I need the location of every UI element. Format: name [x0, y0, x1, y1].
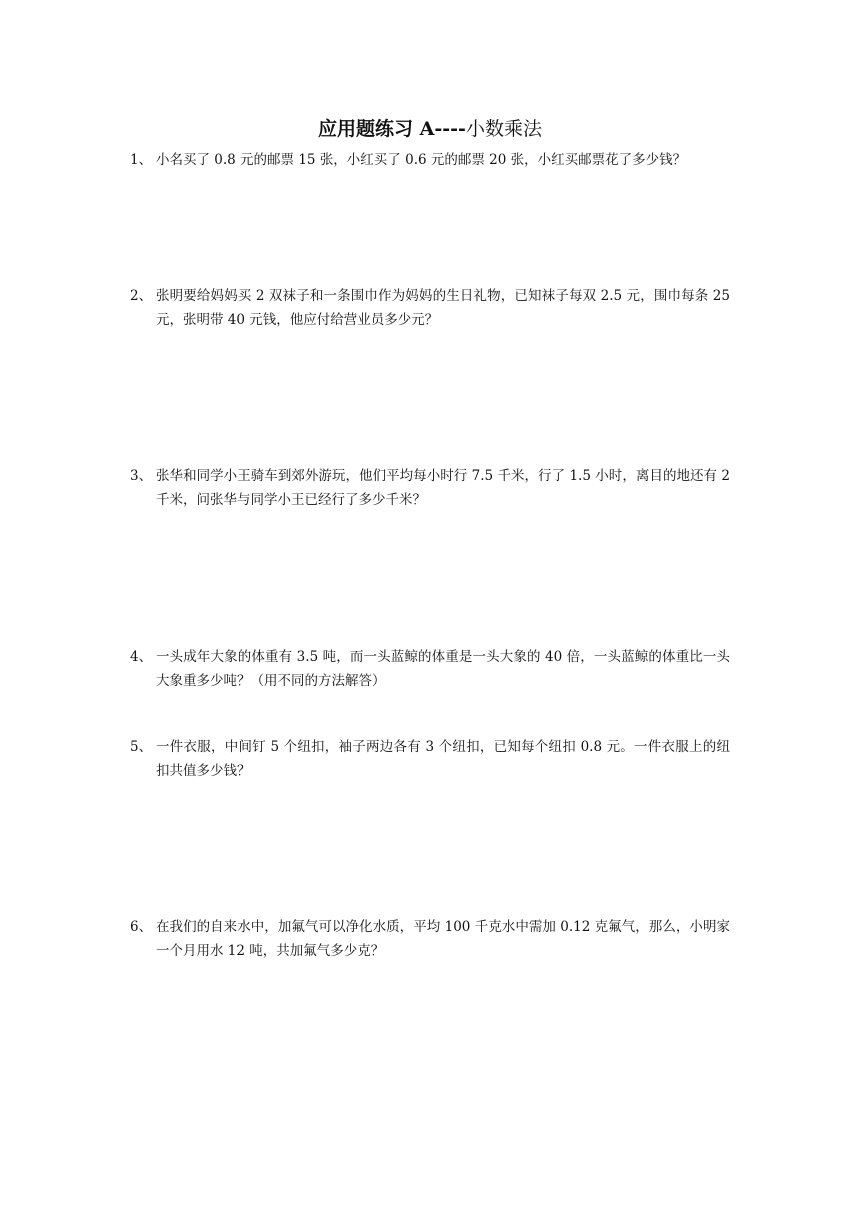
question-number: 2、 [130, 288, 153, 304]
question-text: 张华和同学小王骑车到郊外游玩，他们平均每小时行 7.5 千米，行了 1.5 小时，离目的地还有 2 千米，问张华与同学小王已经行了多少千米？ [156, 468, 730, 508]
question-number: 4、 [130, 649, 153, 665]
title-bold-part: 应用题练习 A---- [318, 118, 466, 140]
question-6 [130, 915, 730, 963]
question-2 [130, 284, 730, 332]
question-4 [130, 645, 730, 693]
question-5 [130, 735, 730, 783]
question-number: 1、 [130, 152, 153, 168]
title-topic: 小数乘法 [465, 118, 542, 140]
question-number: 6、 [130, 919, 153, 935]
question-text: 小名买了 0.8 元的邮票 15 张，小红买了 0.6 元的邮票 20 张，小红买邮票花了多少钱？ [156, 152, 687, 168]
question-number: 5、 [130, 739, 153, 755]
question-text: 在我们的自来水中，加氟气可以净化水质，平均 100 千克水中需加 0.12 克氟气，那么，小明家一个月用水 12 吨，共加氟气多少克？ [156, 919, 730, 959]
question-text: 一件衣服，中间钉 5 个纽扣，袖子两边各有 3 个纽扣，已知每个纽扣 0.8 元。一件衣服上的纽扣共值多少钱？ [156, 739, 730, 779]
question-text: 一头成年大象的体重有 3.5 吨，而一头蓝鲸的体重是一头大象的 40 倍，一头蓝鲸的体重比一头大象重多少吨？（用不同的方法解答） [156, 649, 730, 689]
question-3 [130, 464, 730, 512]
question-text: 张明要给妈妈买 2 双袜子和一条围巾作为妈妈的生日礼物，已知袜子每双 2.5 元，围巾每条 25 元，张明带 40 元钱，他应付给营业员多少元？ [156, 288, 730, 328]
question-1 [130, 148, 730, 172]
question-number: 3、 [130, 468, 153, 484]
worksheet-title [0, 116, 860, 142]
